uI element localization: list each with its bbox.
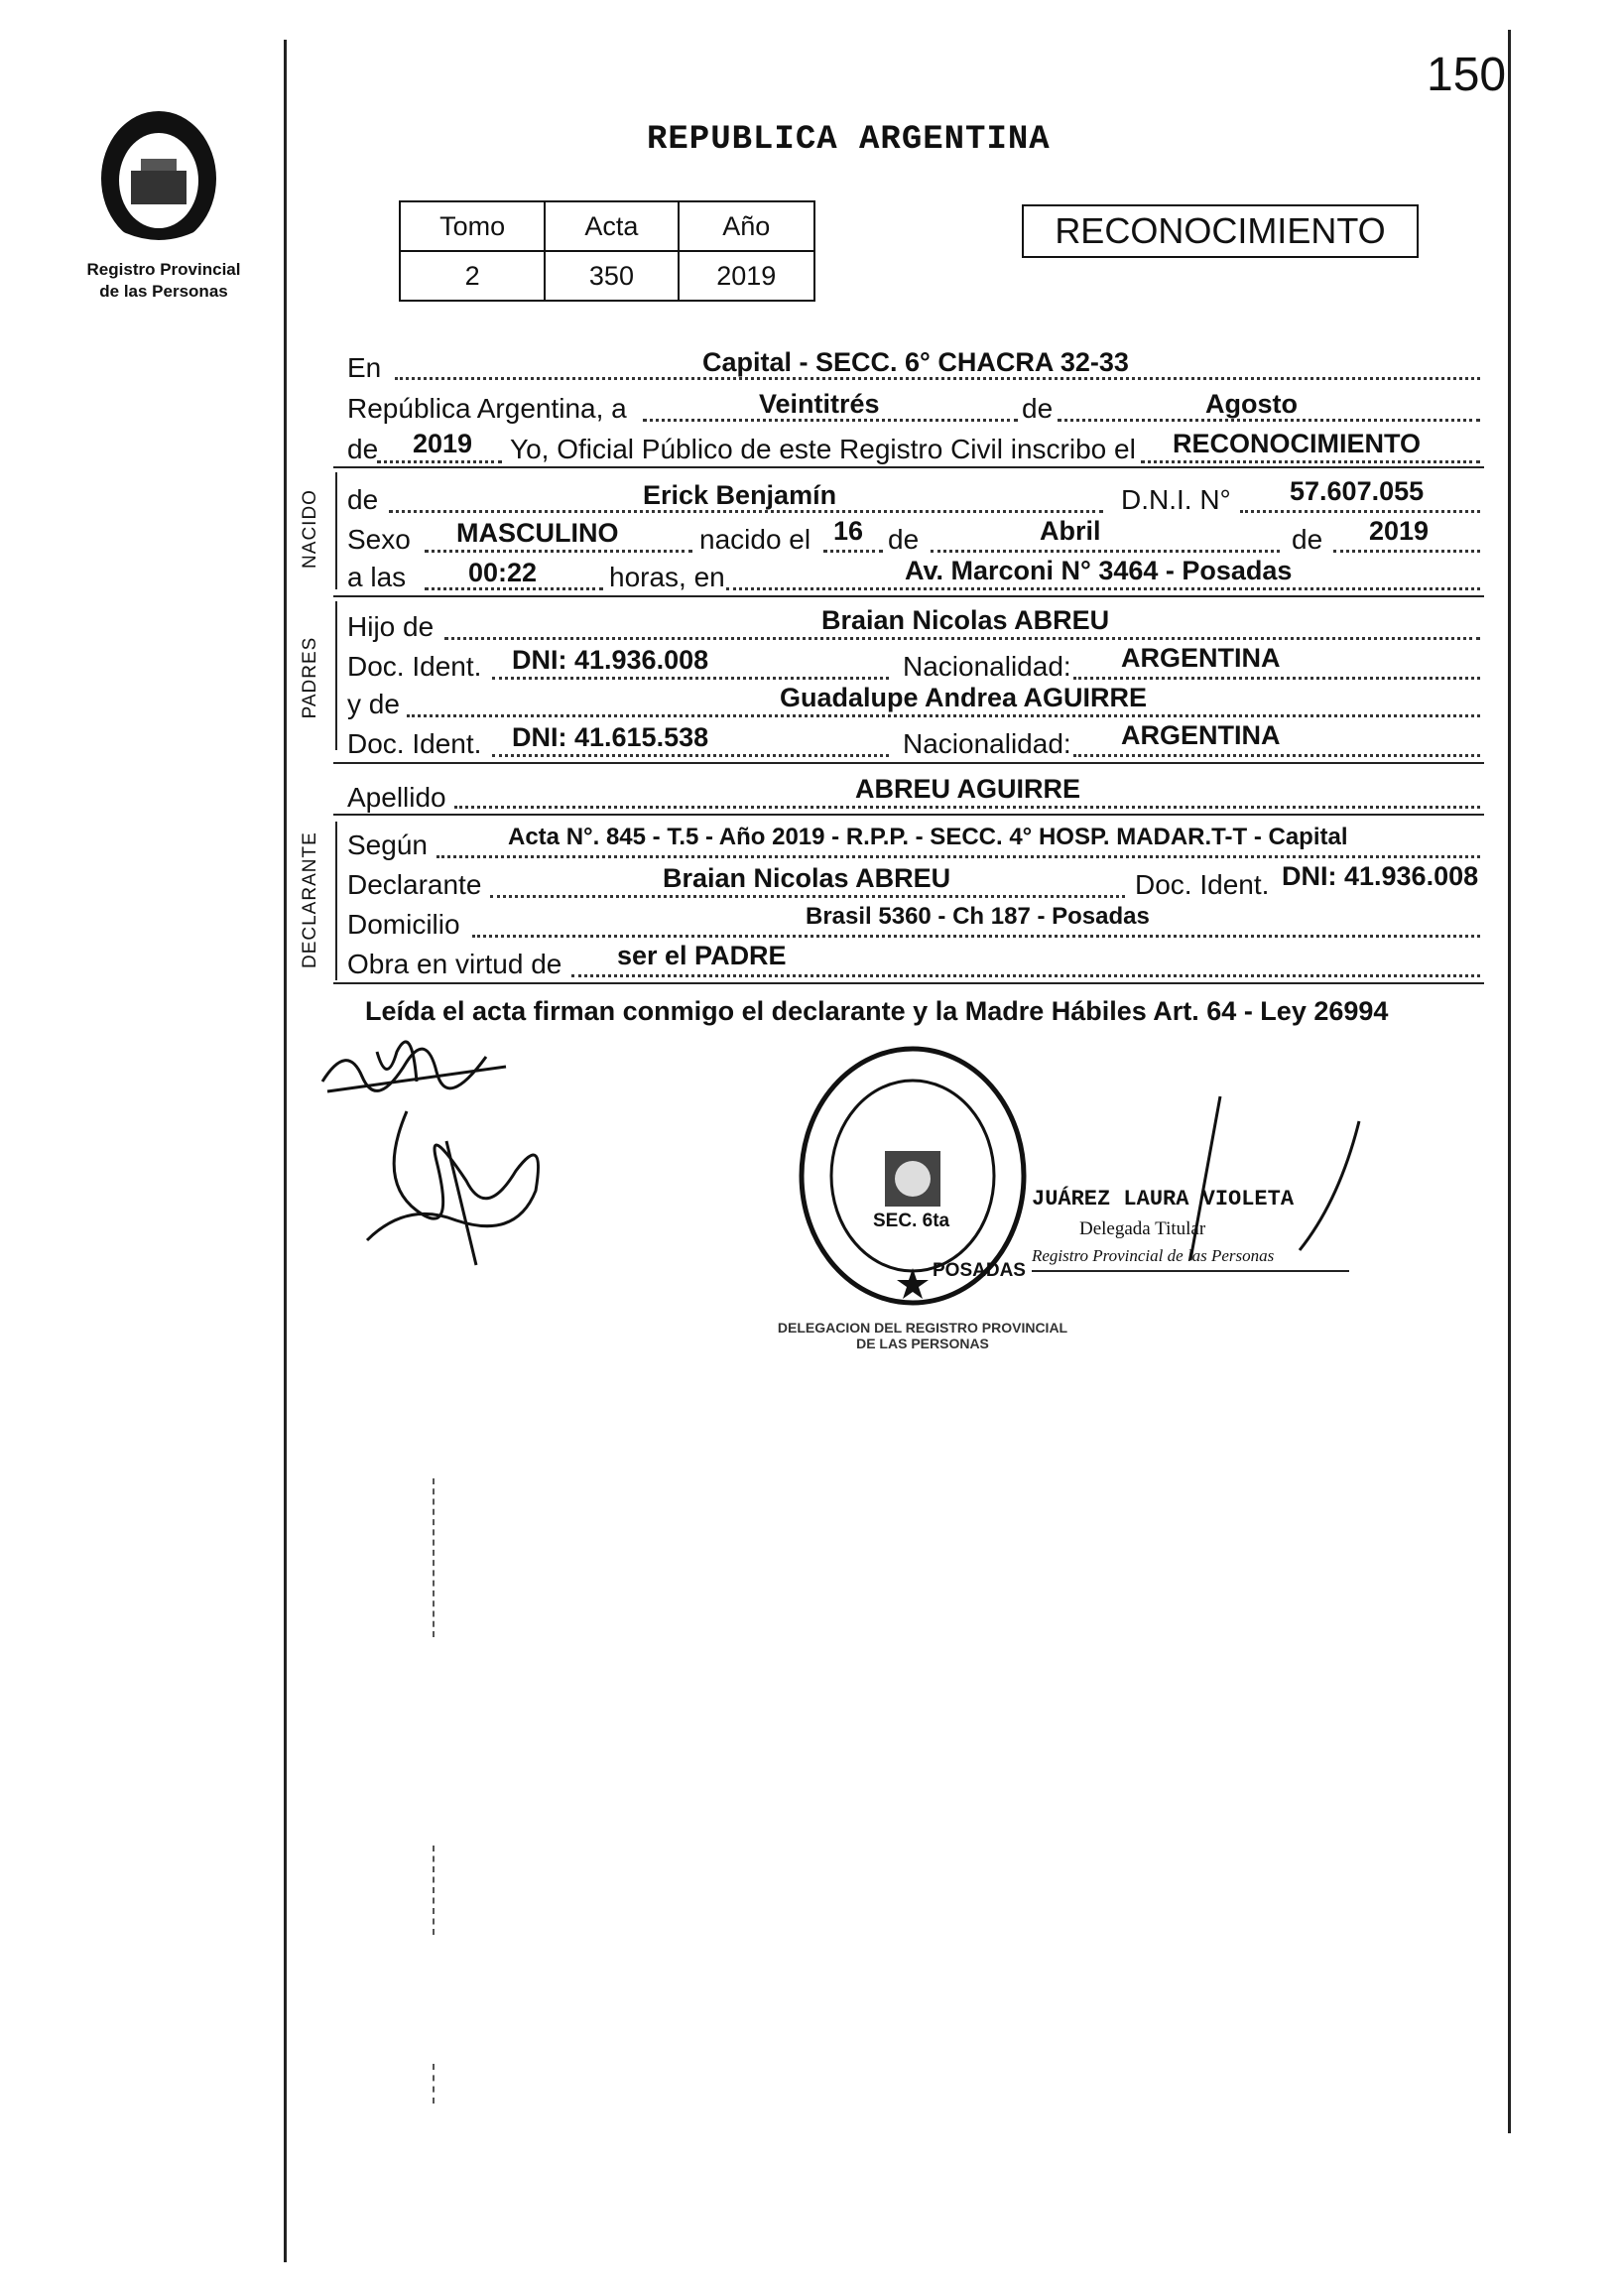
- binding-mark-3: [433, 2064, 436, 2104]
- birth-hour-value: 00:22: [468, 558, 538, 587]
- mother-doc-value: DNI: 41.615.538: [512, 722, 709, 752]
- domicilio-label: Domicilio: [347, 909, 460, 940]
- table-value-tomo: 2: [400, 251, 545, 301]
- mother-signature: [347, 1101, 565, 1270]
- nacido-section-label: NACIDO: [300, 489, 320, 569]
- y-de-label: y de: [347, 689, 400, 719]
- birth-place-value: Av. Marconi N° 3464 - Posadas: [905, 556, 1293, 585]
- table-value-ano: 2019: [679, 251, 814, 301]
- apellido-label: Apellido: [347, 782, 446, 813]
- apellido-value: ABREU AGUIRRE: [855, 774, 1081, 804]
- mother-doc-label: Doc. Ident.: [347, 728, 482, 759]
- document-title: REPUBLICA ARGENTINA: [647, 121, 1051, 159]
- nacido-el-label: nacido el: [699, 524, 811, 555]
- de2-label: de: [347, 434, 379, 464]
- horas-label: horas, en: [609, 562, 725, 592]
- father-nac-value: ARGENTINA: [1121, 643, 1281, 673]
- day-value: Veintitrés: [759, 389, 880, 419]
- padres-divider: [333, 762, 1484, 764]
- nacido-de-label: de: [347, 484, 379, 515]
- yo-label: Yo, Oficial Público de este Registro Civil inscribo el: [510, 434, 1136, 464]
- record-table: [399, 200, 815, 302]
- birth-month-value: Abril: [1040, 516, 1101, 546]
- segun-value: Acta N°. 845 - T.5 - Año 2019 - R.P.P. - SECC. 4° HOSP. MADAR.T-T - Capital: [508, 824, 1348, 850]
- declarante-section-label: DECLARANTE: [300, 831, 320, 968]
- de-label: de: [1022, 393, 1054, 424]
- apellido-divider: [333, 814, 1484, 816]
- right-margin-line: [1508, 30, 1511, 2133]
- table-header-tomo: Tomo: [400, 201, 545, 251]
- dni-label: D.N.I. N°: [1121, 484, 1231, 515]
- father-name-value: Braian Nicolas ABREU: [821, 605, 1110, 635]
- segun-label: Según: [347, 829, 428, 860]
- table-header-acta: Acta: [545, 201, 678, 251]
- seal-inner-bottom: POSADAS: [933, 1260, 1026, 1281]
- father-nac-label: Nacionalidad:: [903, 651, 1071, 682]
- declarant-signature: [317, 1022, 516, 1101]
- en-label: En: [347, 352, 382, 383]
- child-name-value: Erick Benjamín: [643, 480, 837, 510]
- declarante-divider: [333, 982, 1484, 984]
- nacido-de2-label: de: [888, 524, 920, 555]
- record-type-box: RECONOCIMIENTO: [1022, 204, 1419, 258]
- nacido-divider: [333, 595, 1484, 597]
- page-number: 150: [1427, 49, 1507, 101]
- official-underline: [1032, 1270, 1349, 1272]
- binding-mark-2: [433, 1846, 436, 1935]
- domicilio-value: Brasil 5360 - Ch 187 - Posadas: [806, 903, 1150, 930]
- hijo-de-label: Hijo de: [347, 611, 435, 642]
- official-role: Delegada Titular: [1079, 1218, 1206, 1239]
- province-logo: [89, 101, 228, 260]
- birth-day-value: 16: [833, 516, 864, 546]
- declarante-value: Braian Nicolas ABREU: [663, 863, 951, 893]
- seal-inner-top: SEC. 6ta: [873, 1211, 950, 1231]
- child-dni-value: 57.607.055: [1290, 476, 1425, 506]
- obra-value: ser el PADRE: [617, 941, 787, 970]
- padres-section-label: PADRES: [300, 636, 320, 719]
- logo-caption-2: de las Personas: [99, 282, 228, 301]
- declarante-label: Declarante: [347, 869, 482, 900]
- father-doc-value: DNI: 41.936.008: [512, 645, 709, 675]
- declarante-doc-label: Doc. Ident.: [1135, 869, 1270, 900]
- republica-label: República Argentina, a: [347, 393, 627, 424]
- mother-nac-label: Nacionalidad:: [903, 728, 1071, 759]
- logo-ring-text: PROVINCIA DE MISIONES: [87, 97, 230, 108]
- sexo-value: MASCULINO: [456, 518, 619, 548]
- mother-nac-value: ARGENTINA: [1121, 720, 1281, 750]
- year-value: 2019: [413, 429, 473, 458]
- intro-divider: [333, 466, 1484, 468]
- obra-label: Obra en virtud de: [347, 949, 562, 979]
- left-margin-line: [284, 40, 287, 2262]
- nacido-de3-label: de: [1292, 524, 1323, 555]
- seal-ring-text: DELEGACION DEL REGISTRO PROVINCIAL DE LAS PERSONAS: [777, 1320, 1068, 1351]
- binding-mark-1: [433, 1478, 436, 1637]
- declarante-doc-value: DNI: 41.936.008: [1282, 861, 1479, 891]
- table-value-acta: 350: [545, 251, 678, 301]
- father-doc-label: Doc. Ident.: [347, 651, 482, 682]
- inscribo-value: RECONOCIMIENTO: [1173, 429, 1422, 458]
- month-value: Agosto: [1205, 389, 1298, 419]
- closing-statement: Leída el acta firman conmigo el declarante y la Madre Hábiles Art. 64 - Ley 26994: [365, 996, 1389, 1026]
- official-name: JUÁREZ LAURA VIOLETA: [1032, 1187, 1295, 1212]
- official-signature: [1042, 1091, 1379, 1270]
- en-value: Capital - SECC. 6° CHACRA 32-33: [702, 347, 1129, 377]
- sexo-label: Sexo: [347, 524, 411, 555]
- table-header-ano: Año: [679, 201, 814, 251]
- official-office: Registro Provincial de las Personas: [1032, 1246, 1275, 1265]
- alas-label: a las: [347, 562, 407, 592]
- mother-name-value: Guadalupe Andrea AGUIRRE: [780, 683, 1148, 712]
- birth-year-value: 2019: [1369, 516, 1430, 546]
- logo-caption-1: Registro Provincial: [86, 260, 241, 279]
